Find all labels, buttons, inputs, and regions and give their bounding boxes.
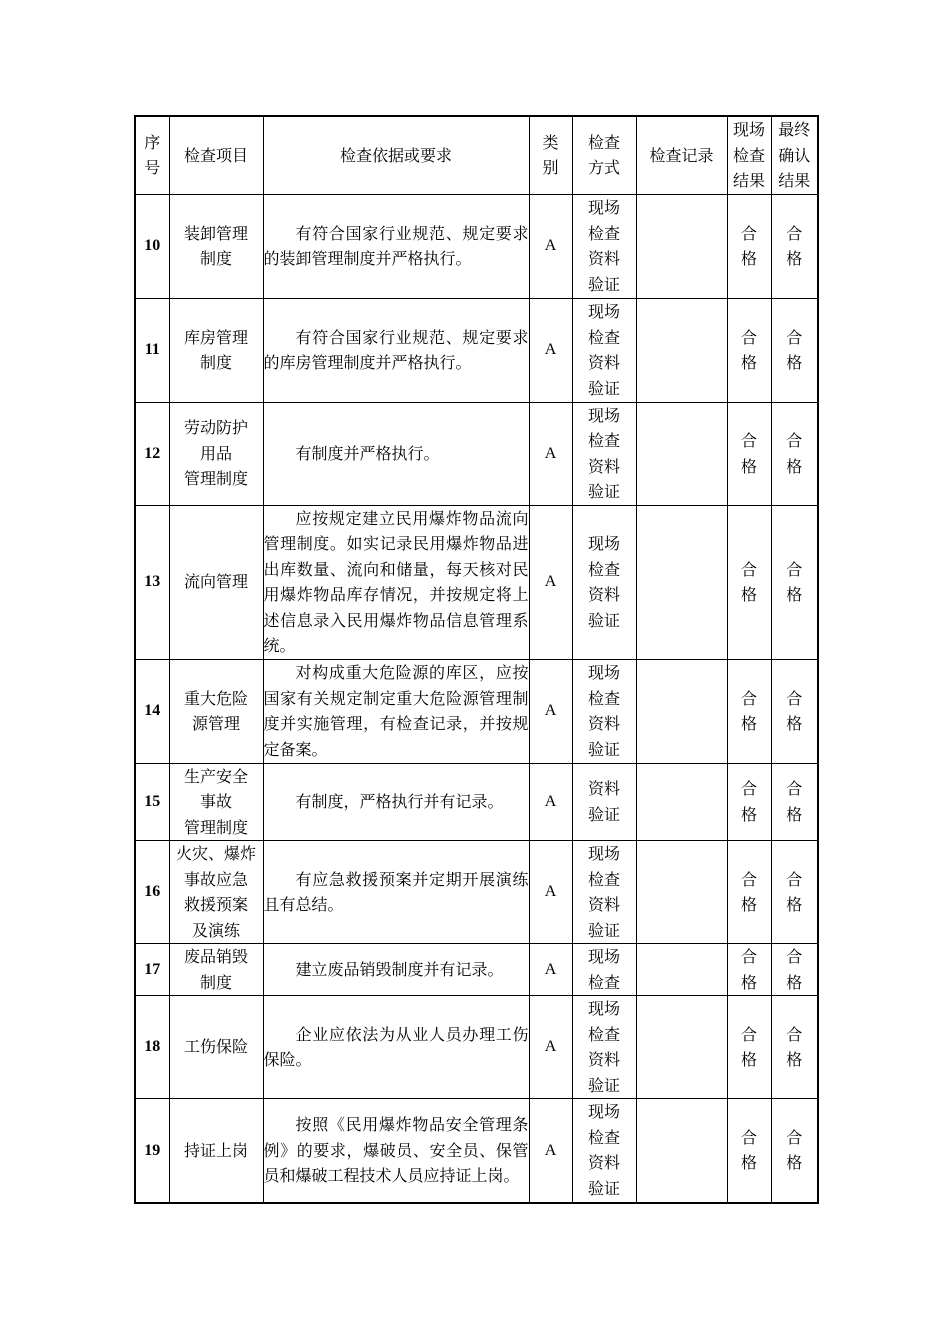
check-item: 装卸管理 制度 — [169, 194, 263, 298]
check-item: 生产安全 事故 管理制度 — [169, 763, 263, 841]
final-result: 合 格 — [771, 194, 818, 298]
final-result: 合 格 — [771, 1099, 818, 1203]
check-basis: 有应急救援预案并定期开展演练且有总结。 — [263, 841, 529, 944]
category: A — [529, 194, 572, 298]
check-method: 现场 检查 资料 验证 — [572, 298, 636, 402]
final-result: 合 格 — [771, 659, 818, 763]
check-basis: 建立废品销毁制度并有记录。 — [263, 944, 529, 996]
table-row — [135, 996, 818, 1099]
check-record — [636, 996, 727, 1099]
category: A — [529, 1099, 572, 1203]
header-method: 检查 方式 — [572, 116, 636, 194]
onsite-result: 合 格 — [727, 402, 771, 505]
header-row — [135, 116, 818, 194]
row-number: 13 — [135, 505, 169, 659]
row-number: 16 — [135, 841, 169, 944]
row-number: 15 — [135, 763, 169, 841]
onsite-result: 合 格 — [727, 763, 771, 841]
check-record — [636, 659, 727, 763]
table-row — [135, 194, 818, 298]
check-item: 火灾、爆炸 事故应急 救援预案 及演练 — [169, 841, 263, 944]
category: A — [529, 944, 572, 996]
header-final-result: 最终 确认 结果 — [771, 116, 818, 194]
check-item: 劳动防护 用品 管理制度 — [169, 402, 263, 505]
onsite-result: 合 格 — [727, 1099, 771, 1203]
check-basis: 有符合国家行业规范、规定要求的库房管理制度并严格执行。 — [263, 298, 529, 402]
check-method: 现场 检查 资料 验证 — [572, 659, 636, 763]
check-method: 资料 验证 — [572, 763, 636, 841]
row-number: 14 — [135, 659, 169, 763]
header-seq: 序 号 — [135, 116, 169, 194]
onsite-result: 合 格 — [727, 996, 771, 1099]
row-number: 10 — [135, 194, 169, 298]
check-basis: 有符合国家行业规范、规定要求的装卸管理制度并严格执行。 — [263, 194, 529, 298]
check-method: 现场 检查 — [572, 944, 636, 996]
check-record — [636, 298, 727, 402]
check-record — [636, 841, 727, 944]
final-result: 合 格 — [771, 944, 818, 996]
category: A — [529, 298, 572, 402]
check-item: 重大危险 源管理 — [169, 659, 263, 763]
header-basis: 检查依据或要求 — [263, 116, 529, 194]
inspection-table — [134, 115, 819, 1204]
table-row — [135, 505, 818, 659]
table-row — [135, 1099, 818, 1203]
final-result: 合 格 — [771, 841, 818, 944]
check-record — [636, 944, 727, 996]
category: A — [529, 402, 572, 505]
check-method: 现场 检查 资料 验证 — [572, 996, 636, 1099]
header-onsite-result: 现场 检查 结果 — [727, 116, 771, 194]
onsite-result: 合 格 — [727, 944, 771, 996]
check-item: 工伤保险 — [169, 996, 263, 1099]
check-item: 流向管理 — [169, 505, 263, 659]
final-result: 合 格 — [771, 505, 818, 659]
final-result: 合 格 — [771, 996, 818, 1099]
onsite-result: 合 格 — [727, 505, 771, 659]
row-number: 18 — [135, 996, 169, 1099]
check-record — [636, 194, 727, 298]
header-record: 检查记录 — [636, 116, 727, 194]
check-method: 现场 检查 资料 验证 — [572, 402, 636, 505]
onsite-result: 合 格 — [727, 841, 771, 944]
category: A — [529, 763, 572, 841]
check-record — [636, 763, 727, 841]
onsite-result: 合 格 — [727, 659, 771, 763]
row-number: 17 — [135, 944, 169, 996]
category: A — [529, 505, 572, 659]
check-record — [636, 402, 727, 505]
final-result: 合 格 — [771, 298, 818, 402]
check-basis: 对构成重大危险源的库区，应按国家有关规定制定重大危险源管理制度并实施管理，有检查记录，并按规定备案。 — [263, 659, 529, 763]
row-number: 12 — [135, 402, 169, 505]
check-record — [636, 505, 727, 659]
table-row — [135, 298, 818, 402]
check-record — [636, 1099, 727, 1203]
header-category: 类 别 — [529, 116, 572, 194]
table-row — [135, 841, 818, 944]
table-row — [135, 944, 818, 996]
table-row — [135, 402, 818, 505]
check-basis: 应按规定建立民用爆炸物品流向管理制度。如实记录民用爆炸物品进出库数量、流向和储量，每天核对民用爆炸物品库存情况，并按规定将上述信息录入民用爆炸物品信息管理系统。 — [263, 505, 529, 659]
final-result: 合 格 — [771, 763, 818, 841]
onsite-result: 合 格 — [727, 298, 771, 402]
check-item: 持证上岗 — [169, 1099, 263, 1203]
header-item: 检查项目 — [169, 116, 263, 194]
category: A — [529, 996, 572, 1099]
row-number: 19 — [135, 1099, 169, 1203]
check-item: 库房管理 制度 — [169, 298, 263, 402]
category: A — [529, 841, 572, 944]
row-number: 11 — [135, 298, 169, 402]
check-item: 废品销毁 制度 — [169, 944, 263, 996]
final-result: 合 格 — [771, 402, 818, 505]
check-basis: 按照《民用爆炸物品安全管理条例》的要求，爆破员、安全员、保管员和爆破工程技术人员应持证上岗。 — [263, 1099, 529, 1203]
category: A — [529, 659, 572, 763]
check-basis: 有制度，严格执行并有记录。 — [263, 763, 529, 841]
check-method: 现场 检查 资料 验证 — [572, 505, 636, 659]
check-basis: 企业应依法为从业人员办理工伤保险。 — [263, 996, 529, 1099]
check-basis: 有制度并严格执行。 — [263, 402, 529, 505]
table-row — [135, 763, 818, 841]
check-method: 现场 检查 资料 验证 — [572, 194, 636, 298]
table-row — [135, 659, 818, 763]
check-method: 现场 检查 资料 验证 — [572, 1099, 636, 1203]
check-method: 现场 检查 资料 验证 — [572, 841, 636, 944]
onsite-result: 合 格 — [727, 194, 771, 298]
